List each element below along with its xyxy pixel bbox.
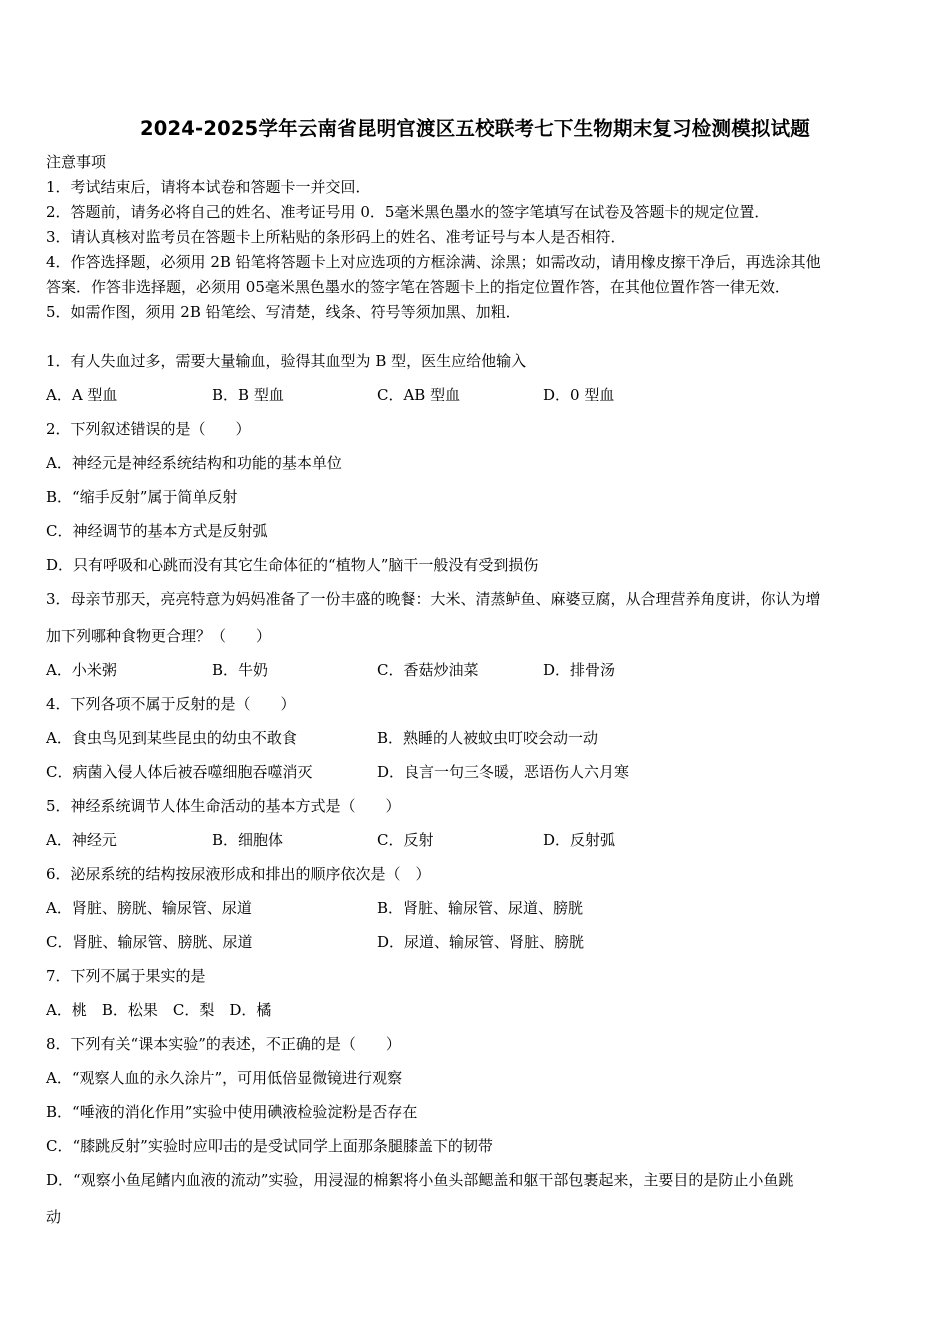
- q5-option-a: A．神经元: [46, 831, 117, 849]
- q8-option-a: A．“观察人血的永久涂片”，可用低倍显微镜进行观察: [46, 1069, 403, 1087]
- q3-option-c: C．香菇炒油菜: [377, 661, 479, 679]
- q5-option-d: D．反射弧: [543, 831, 616, 849]
- notice-item: 2．答题前，请务必将自己的姓名、准考证号用 0．5毫米黑色墨水的签字笔填写在试卷及答题卡的规定位置．: [46, 203, 770, 221]
- q2-option-b: B．“缩手反射”属于简单反射: [46, 488, 238, 506]
- question-4-stem: 4．下列各项不属于反射的是（ ）: [46, 695, 296, 713]
- page-title: 2024-2025学年云南省昆明官渡区五校联考七下生物期末复习检测模拟试题: [139, 117, 811, 140]
- q7-options: A．桃 B．松果 C．梨 D．橘: [46, 1001, 272, 1019]
- notice-item: 答案．作答非选择题，必须用 05毫米黑色墨水的签字笔在答题卡上的指定位置作答，在其他位置作答一律无效．: [46, 278, 790, 296]
- notice-item: 4．作答选择题，必须用 2B 铅笔将答题卡上对应选项的方框涂满、涂黑；如需改动，请用橡皮擦干净后，再选涂其他: [46, 253, 821, 271]
- question-8-stem: 8．下列有关“课本实验”的表述，不正确的是（ ）: [46, 1035, 401, 1053]
- question-7-stem: 7．下列不属于果实的是: [46, 967, 206, 985]
- question-2-stem: 2．下列叙述错误的是（ ）: [46, 420, 251, 438]
- q8-option-c: C．“膝跳反射”实验时应叩击的是受试同学上面那条腿膝盖下的韧带: [46, 1137, 493, 1155]
- q3-option-a: A．小米粥: [46, 661, 117, 679]
- q4-option-d: D．良言一句三冬暖，恶语伤人六月寒: [377, 763, 630, 781]
- q8-option-d: D．“观察小鱼尾鳍内血液的流动”实验，用浸湿的棉絮将小鱼头部鳃盖和躯干部包裹起来，主要目的是防止小鱼跳: [46, 1171, 794, 1189]
- question-6-stem: 6．泌尿系统的结构按尿液形成和排出的顺序依次是（ ）: [46, 865, 431, 883]
- q2-option-c: C．神经调节的基本方式是反射弧: [46, 522, 268, 540]
- q6-option-b: B．肾脏、输尿管、尿道、膀胱: [377, 899, 584, 917]
- q6-option-d: D．尿道、输尿管、肾脏、膀胱: [377, 933, 585, 951]
- q5-option-c: C．反射: [377, 831, 434, 849]
- notice-item: 3．请认真核对监考员在答题卡上所粘贴的条形码上的姓名、准考证号与本人是否相符．: [46, 228, 626, 246]
- q1-option-b: B．B 型血: [212, 386, 284, 404]
- q5-option-b: B．细胞体: [212, 831, 284, 849]
- notice-heading: 注意事项: [46, 153, 107, 171]
- q1-option-d: D．0 型血: [543, 386, 615, 404]
- q4-option-b: B．熟睡的人被蚊虫叮咬会动一动: [377, 729, 599, 747]
- q4-option-a: A．食虫鸟见到某些昆虫的幼虫不敢食: [46, 729, 297, 747]
- q1-option-a: A．A 型血: [46, 386, 118, 404]
- q6-option-c: C．肾脏、输尿管、膀胱、尿道: [46, 933, 253, 951]
- q1-option-c: C．AB 型血: [377, 386, 461, 404]
- q6-option-a: A．肾脏、膀胱、输尿管、尿道: [46, 899, 252, 917]
- q8-option-b: B．“唾液的消化作用”实验中使用碘液检验淀粉是否存在: [46, 1103, 418, 1121]
- q8-option-d-cont: 动: [46, 1208, 62, 1226]
- q3-option-d: D．排骨汤: [543, 661, 616, 679]
- q2-option-d: D．只有呼吸和心跳而没有其它生命体征的“植物人”脑干一般没有受到损伤: [46, 556, 539, 574]
- notice-item: 1．考试结束后，请将本试卷和答题卡一并交回．: [46, 178, 371, 196]
- notice-item: 5．如需作图，须用 2B 铅笔绘、写清楚，线条、符号等须加黑、加粗．: [46, 303, 521, 321]
- question-1-stem: 1．有人失血过多，需要大量输血，验得其血型为 B 型，医生应给他输入: [46, 352, 527, 370]
- q2-option-a: A．神经元是神经系统结构和功能的基本单位: [46, 454, 342, 472]
- q4-option-c: C．病菌入侵人体后被吞噬细胞吞噬消灭: [46, 763, 313, 781]
- question-5-stem: 5．神经系统调节人体生命活动的基本方式是（ ）: [46, 797, 401, 815]
- question-3-stem: 3．母亲节那天，亮亮特意为妈妈准备了一份丰盛的晚餐：大米、清蒸鲈鱼、麻婆豆腐，从合理营养角度讲，你认为增: [46, 590, 821, 608]
- q3-option-b: B．牛奶: [212, 661, 269, 679]
- question-3-stem-cont: 加下列哪种食物更合理？（ ）: [46, 627, 272, 645]
